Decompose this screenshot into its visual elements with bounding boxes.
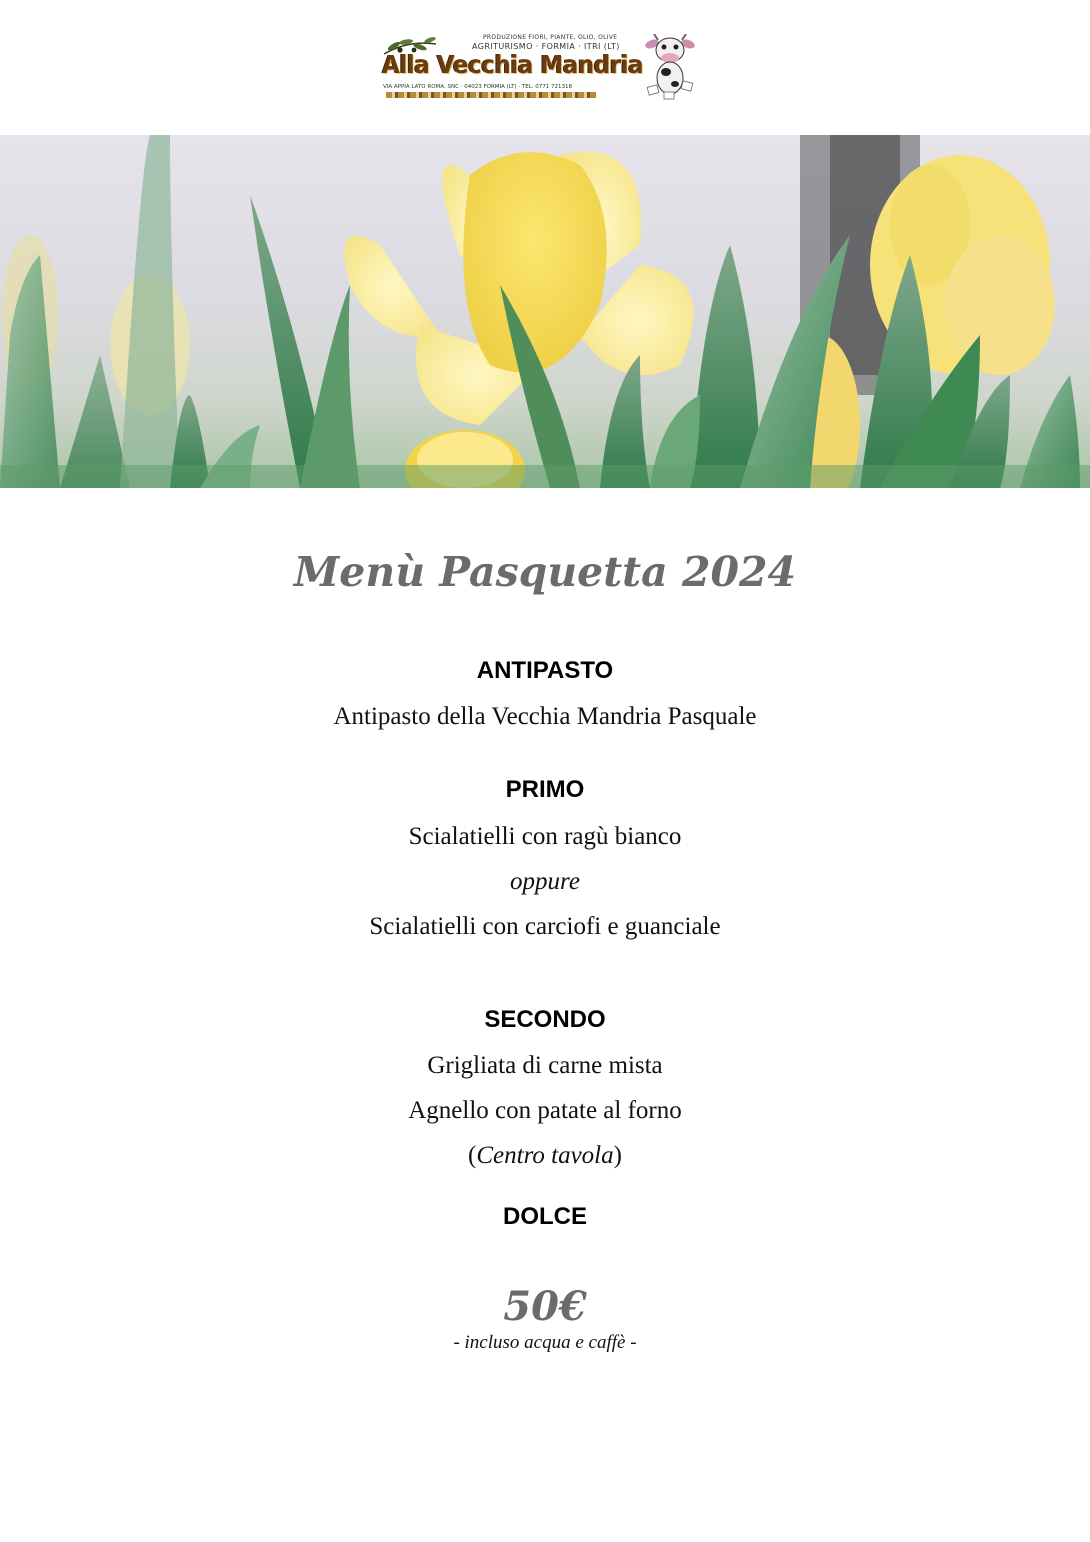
menu-item-antipasto: Antipasto della Vecchia Mandria Pasquale	[333, 703, 757, 730]
section-heading-antipasto: ANTIPASTO	[476, 657, 614, 684]
note-open-paren: (	[468, 1142, 477, 1169]
logo-tagline: AGRITURISMO · FORMIA · ITRI (LT)	[472, 42, 620, 51]
menu-item-secondo-2: Agnello con patate al forno	[408, 1097, 682, 1124]
menu-price-note: - incluso acqua e caffè -	[453, 1332, 637, 1353]
logo-tagline-top: PRODUZIONE FIORI, PIANTE, OLIO, OLIVE	[483, 34, 618, 41]
note-close-paren: )	[613, 1142, 622, 1169]
daffodil-banner	[0, 135, 1090, 488]
menu-item-secondo-1: Grigliata di carne mista	[427, 1052, 663, 1079]
logo-name: Alla Vecchia Mandria	[382, 50, 644, 79]
daffodil-photo-icon	[0, 135, 1090, 488]
menu-title: Menù Pasquetta 2024	[293, 548, 797, 596]
section-heading-primo: PRIMO	[505, 776, 585, 803]
menu-item-primo-1: Scialatielli con ragù bianco	[408, 823, 682, 850]
menu-item-primo-2: Scialatielli con carciofi e guanciale	[369, 913, 721, 940]
cow-mascot-icon	[642, 34, 698, 100]
logo-address: VIA APPIA LATO ROMA, SNC · 04023 FORMIA (LT) · TEL. 0771 721318	[383, 84, 573, 90]
menu-item-secondo-note	[0, 1133, 1090, 1178]
section-heading-secondo: SECONDO	[484, 1006, 606, 1033]
menu-item-oppure: oppure	[510, 868, 580, 895]
restaurant-logo	[380, 32, 698, 104]
note-centro-tavola: Centro tavola	[476, 1142, 614, 1169]
menu-content	[0, 540, 1090, 1354]
menu-price: 50€	[503, 1283, 587, 1330]
logo-decorative-band	[386, 92, 596, 98]
section-heading-dolce: DOLCE	[503, 1203, 587, 1230]
